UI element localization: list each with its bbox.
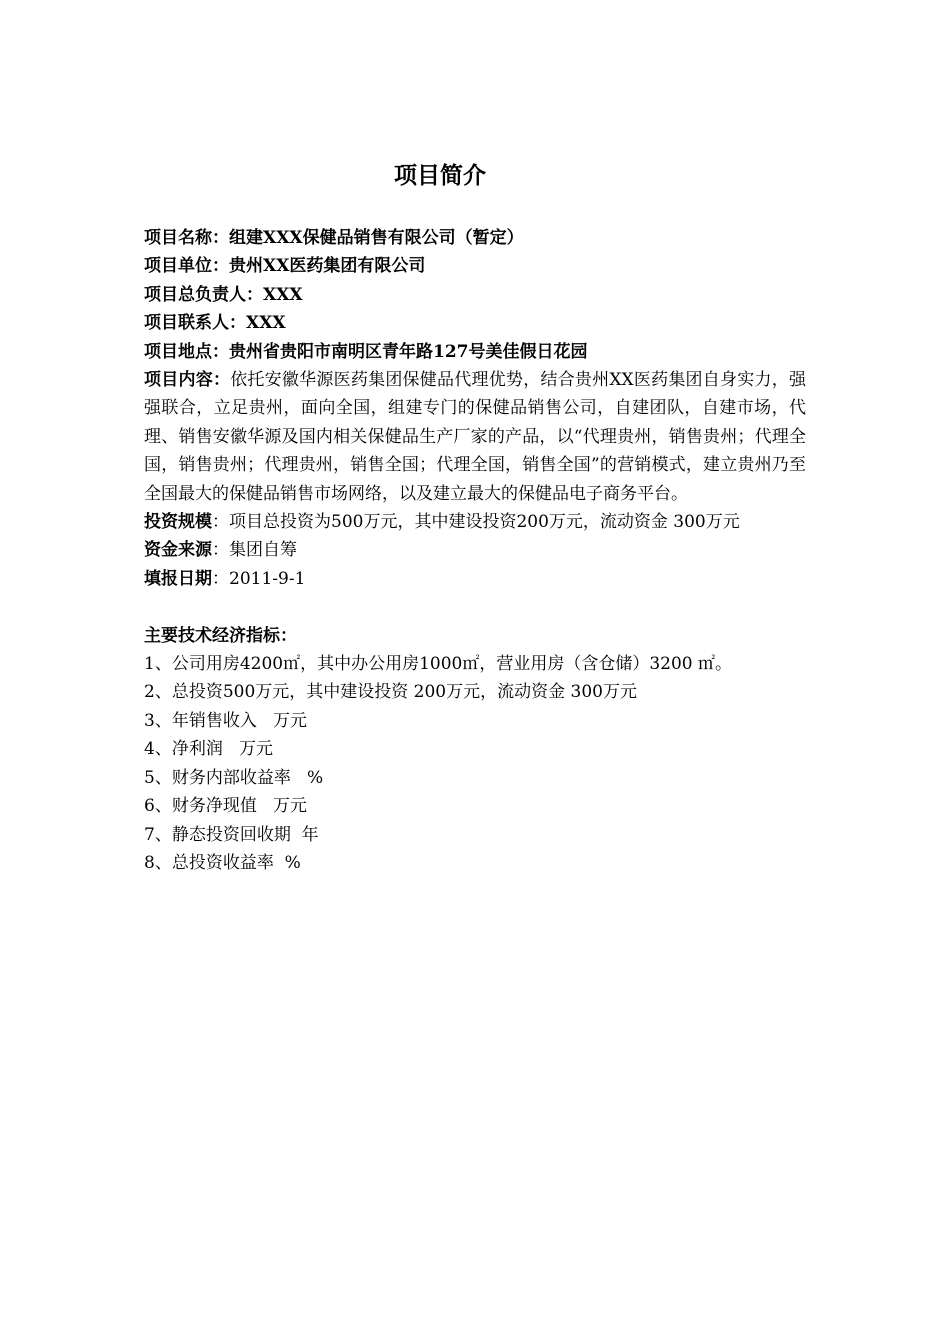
- indicator-item: 8、总投资收益率 %: [144, 852, 301, 873]
- indicator-item: 4、净利润 万元: [144, 739, 274, 760]
- field-project-content: [144, 366, 806, 508]
- indicators-title: 主要技术经济指标：: [144, 625, 297, 646]
- field-fund-source: [144, 536, 806, 564]
- field-value: XXX: [246, 313, 286, 334]
- field-value: ：集团自筹: [212, 540, 297, 561]
- field-report-date: [144, 565, 806, 593]
- field-investment-scale: [144, 508, 806, 536]
- field-label: 项目联系人：: [144, 313, 246, 334]
- field-project-contact: [144, 309, 806, 337]
- field-value: 贵州XX医药集团有限公司: [229, 256, 426, 277]
- field-value: 贵州省贵阳市南明区青年路127号美佳假日花园: [229, 341, 588, 362]
- field-label: 项目地点：: [144, 341, 229, 362]
- field-value: ：项目总投资为500万元，其中建设投资200万元，流动资金 300万元: [212, 512, 740, 533]
- field-label: 项目名称：: [144, 228, 229, 248]
- field-project-name: [144, 224, 806, 252]
- field-project-location: [144, 338, 806, 366]
- indicator-item: 1、公司用房4200㎡，其中办公用房1000㎡，营业用房（含仓储）3200 ㎡。: [144, 654, 733, 675]
- field-value: ：2011-9-1: [212, 568, 306, 589]
- document-body: [144, 224, 806, 877]
- field-label: 投资规模: [144, 512, 212, 533]
- field-label: 项目总负责人：: [144, 284, 263, 305]
- indicator-item: 3、年销售收入 万元: [144, 710, 308, 731]
- indicator-item: 6、财务净现值 万元: [144, 796, 308, 817]
- indicator-item: 2、总投资500万元，其中建设投资 200万元，流动资金 300万元: [144, 682, 637, 703]
- field-label: 资金来源: [144, 540, 212, 561]
- field-value: 依托安徽华源医药集团保健品代理优势，结合贵州XX医药集团自身实力，强强联合，立足贵州，面向全国，组建专门的保健品销售公司，自建团队，自建市场，代理、销售安徽华源及国内相关保健品生产厂家的产品，以“代理贵州，销售贵州；代理全国，销售贵州；代理贵州，销售全国；代理全国，销售全国”的营销模式，建立贵州乃至全国最大的保健品销售市场网络，以及建立最大的保健品电子商务平台。: [144, 370, 806, 504]
- indicator-item: 7、静态投资回收期 年: [144, 824, 319, 845]
- indicator-item: 5、财务内部收益率 %: [144, 767, 324, 788]
- field-label: 填报日期: [144, 568, 212, 589]
- field-label: 项目单位：: [144, 256, 229, 277]
- field-value: XXX: [263, 284, 303, 305]
- field-project-leader: [144, 281, 806, 309]
- document-title: 项目简介: [394, 162, 486, 189]
- field-project-unit: [144, 252, 806, 280]
- field-value: 组建XXX保健品销售有限公司（暂定）: [229, 228, 524, 248]
- section-spacer: [144, 593, 806, 621]
- field-label: 项目内容：: [144, 370, 231, 391]
